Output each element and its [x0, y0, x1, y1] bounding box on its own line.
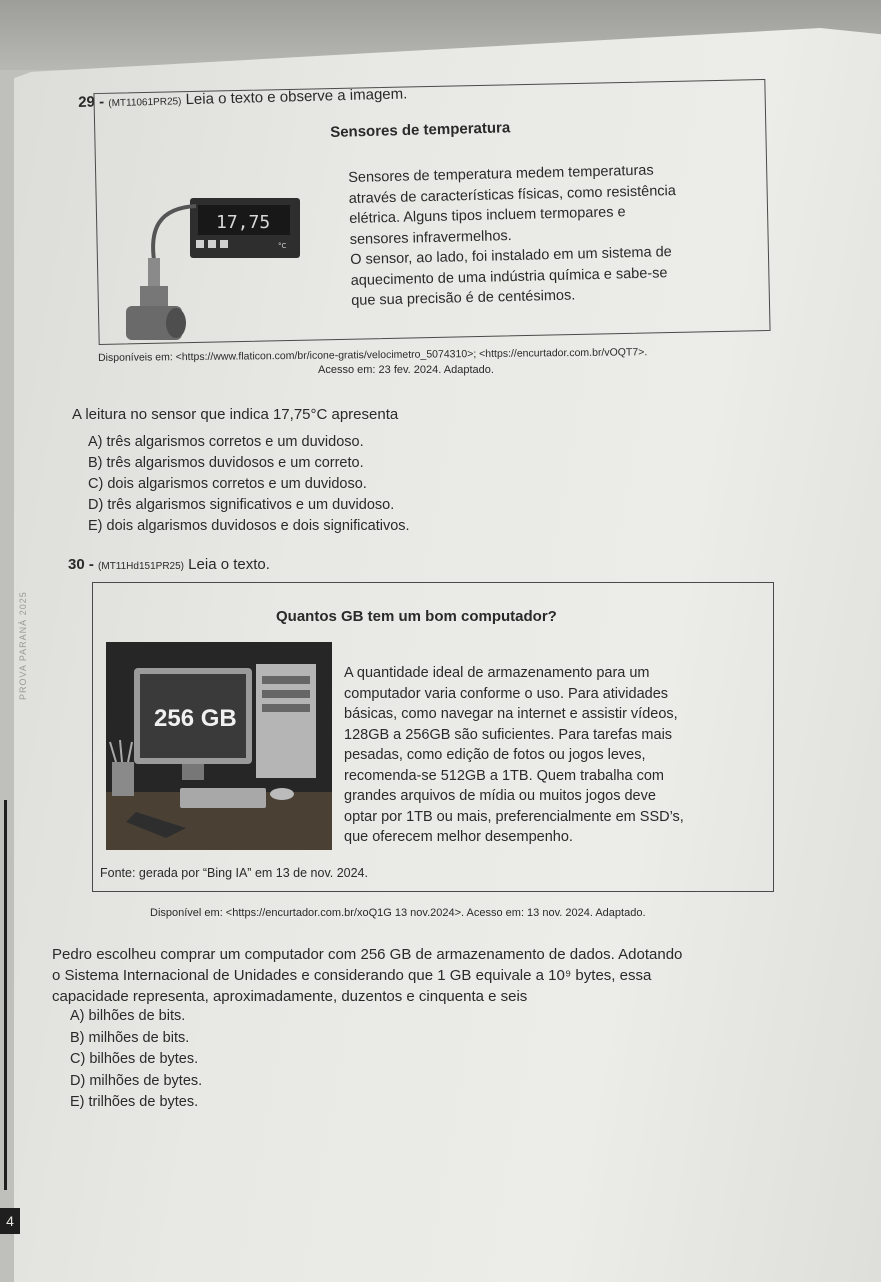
paragraph-line: elétrica. Alguns tipos incluem termopares e [349, 204, 626, 227]
q30-number: 30 [68, 556, 85, 573]
q29-number: 29 [78, 93, 96, 111]
computer-illustration [106, 642, 332, 850]
q30-image-source: Fonte: gerada por “Bing IA” em 13 de nov. 2024. [100, 866, 368, 880]
drive-bay [262, 676, 310, 684]
paragraph-line: através de características físicas, como resistência [348, 182, 677, 207]
sensor-button-icon [196, 240, 204, 248]
sensor-button-icon [220, 240, 228, 248]
drive-bay [262, 690, 310, 698]
paragraph-line: A quantidade ideal de armazenamento para um [344, 665, 650, 681]
paragraph-line: que sua precisão é de centésimos. [351, 287, 576, 309]
computer-image [106, 642, 332, 850]
paragraph-line: que oferecem melhor desempenho. [344, 829, 573, 845]
keyboard [180, 788, 266, 808]
question-line: Pedro escolheu comprar um computador com 256 GB de armazenamento de dados. Adotando [52, 946, 683, 963]
side-label: PROVA PARANÁ 2025 [18, 591, 28, 700]
q29-question: A leitura no sensor que indica 17,75°C apresenta [72, 406, 399, 423]
q30-intro: Leia o texto. [188, 556, 270, 573]
paragraph-line: pesadas, como edição de fotos ou jogos leves, [344, 747, 646, 763]
monitor-label: 256 GB [154, 705, 237, 732]
sensor-fitting-opening [166, 308, 186, 338]
q30-option-a[interactable]: A) bilhões de bits. [70, 1008, 186, 1024]
sensor-probe [148, 258, 160, 288]
paragraph-line: aquecimento de uma indústria química e sabe-se [350, 264, 668, 289]
q30-source-line: Disponível em: <https://encurtador.com.br/xoQ1G 13 nov.2024>. Acesso em: 13 nov. 2024. Adaptado. [150, 907, 646, 919]
pencil-cup [112, 762, 134, 796]
q29-option-d[interactable]: D) três algarismos significativos e um duvidoso. [88, 497, 395, 513]
paragraph-line: sensores infravermelhos. [349, 227, 512, 248]
temperature-sensor-image [118, 190, 318, 350]
paragraph-line: Sensores de temperatura medem temperaturas [348, 162, 654, 186]
drive-bay [262, 704, 310, 712]
sensor-button-icon [208, 240, 216, 248]
q29-option-c[interactable]: C) dois algarismos corretos e um duvidoso. [88, 476, 367, 492]
q29-source-line2: Acesso em: 23 fev. 2024. Adaptado. [318, 364, 494, 376]
q30-option-e[interactable]: E) trilhões de bytes. [70, 1094, 199, 1110]
mouse [270, 788, 294, 800]
left-margin-rule [4, 800, 7, 1190]
q29-source-line1: Disponíveis em: <https://www.flaticon.com/br/icone-gratis/velocimetro_5074310>; <https://encurtador.com.br/vOQT7>. [98, 346, 648, 364]
q29-option-a[interactable]: A) três algarismos corretos e um duvidoso. [88, 434, 364, 450]
q29-box-title: Sensores de temperatura [330, 119, 511, 141]
q30-option-c[interactable]: C) bilhões de bytes. [70, 1051, 199, 1067]
sensor-display-value: 17,75 [216, 212, 271, 233]
paragraph-line: básicas, como navegar na internet e assistir vídeos, [344, 706, 678, 722]
q29-code: (MT11061PR25) [108, 96, 182, 110]
paragraph-line: 128GB a 256GB são suficientes. Para tarefas mais [344, 726, 673, 743]
q29-intro: Leia o texto e observe a imagem. [185, 85, 408, 109]
paragraph-line: O sensor, ao lado, foi instalado em um sistema de [350, 244, 672, 268]
page-number: 4 [0, 1208, 20, 1234]
monitor-stand [182, 764, 204, 780]
q30-box-title: Quantos GB tem um bom computador? [276, 608, 557, 625]
q30-option-b[interactable]: B) milhões de bits. [70, 1029, 190, 1046]
sensor-display-unit: °C [278, 242, 287, 250]
question-line: capacidade representa, aproximadamente, duzentos e cinquenta e seis [52, 988, 528, 1005]
q29-paragraph [348, 160, 679, 311]
q30-question [52, 944, 682, 1007]
paragraph-line: computador varia conforme o uso. Para atividades [344, 685, 669, 702]
paragraph-line: grandes arquivos de mídia ou muitos jogos deve [344, 788, 656, 804]
q29-heading: 29 - (MT11061PR25) Leia o texto e observe a imagem. [78, 85, 408, 111]
question-line: o Sistema Internacional de Unidades e considerando que 1 GB equivale a 10⁹ bytes, essa [52, 967, 652, 984]
paragraph-line: recomenda-se 512GB a 1TB. Quem trabalha com [344, 767, 664, 784]
q29-option-e[interactable]: E) dois algarismos duvidosos e dois significativos. [88, 518, 410, 534]
sensor-nut [140, 286, 168, 308]
paragraph-line: optar por 1TB ou mais, preferencialmente em SSD’s, [344, 808, 684, 825]
q30-code: (MT11Hd151PR25) [98, 561, 184, 572]
q29-options [88, 432, 410, 537]
q29-option-b[interactable]: B) três algarismos duvidosos e um correto. [88, 455, 364, 471]
q30-paragraph [344, 663, 684, 848]
sensor-cable [153, 206, 196, 260]
q30-heading: 30 - (MT11Hd151PR25) Leia o texto. [68, 556, 270, 573]
q30-options [70, 1006, 202, 1114]
q30-option-d[interactable]: D) milhões de bytes. [70, 1072, 203, 1089]
